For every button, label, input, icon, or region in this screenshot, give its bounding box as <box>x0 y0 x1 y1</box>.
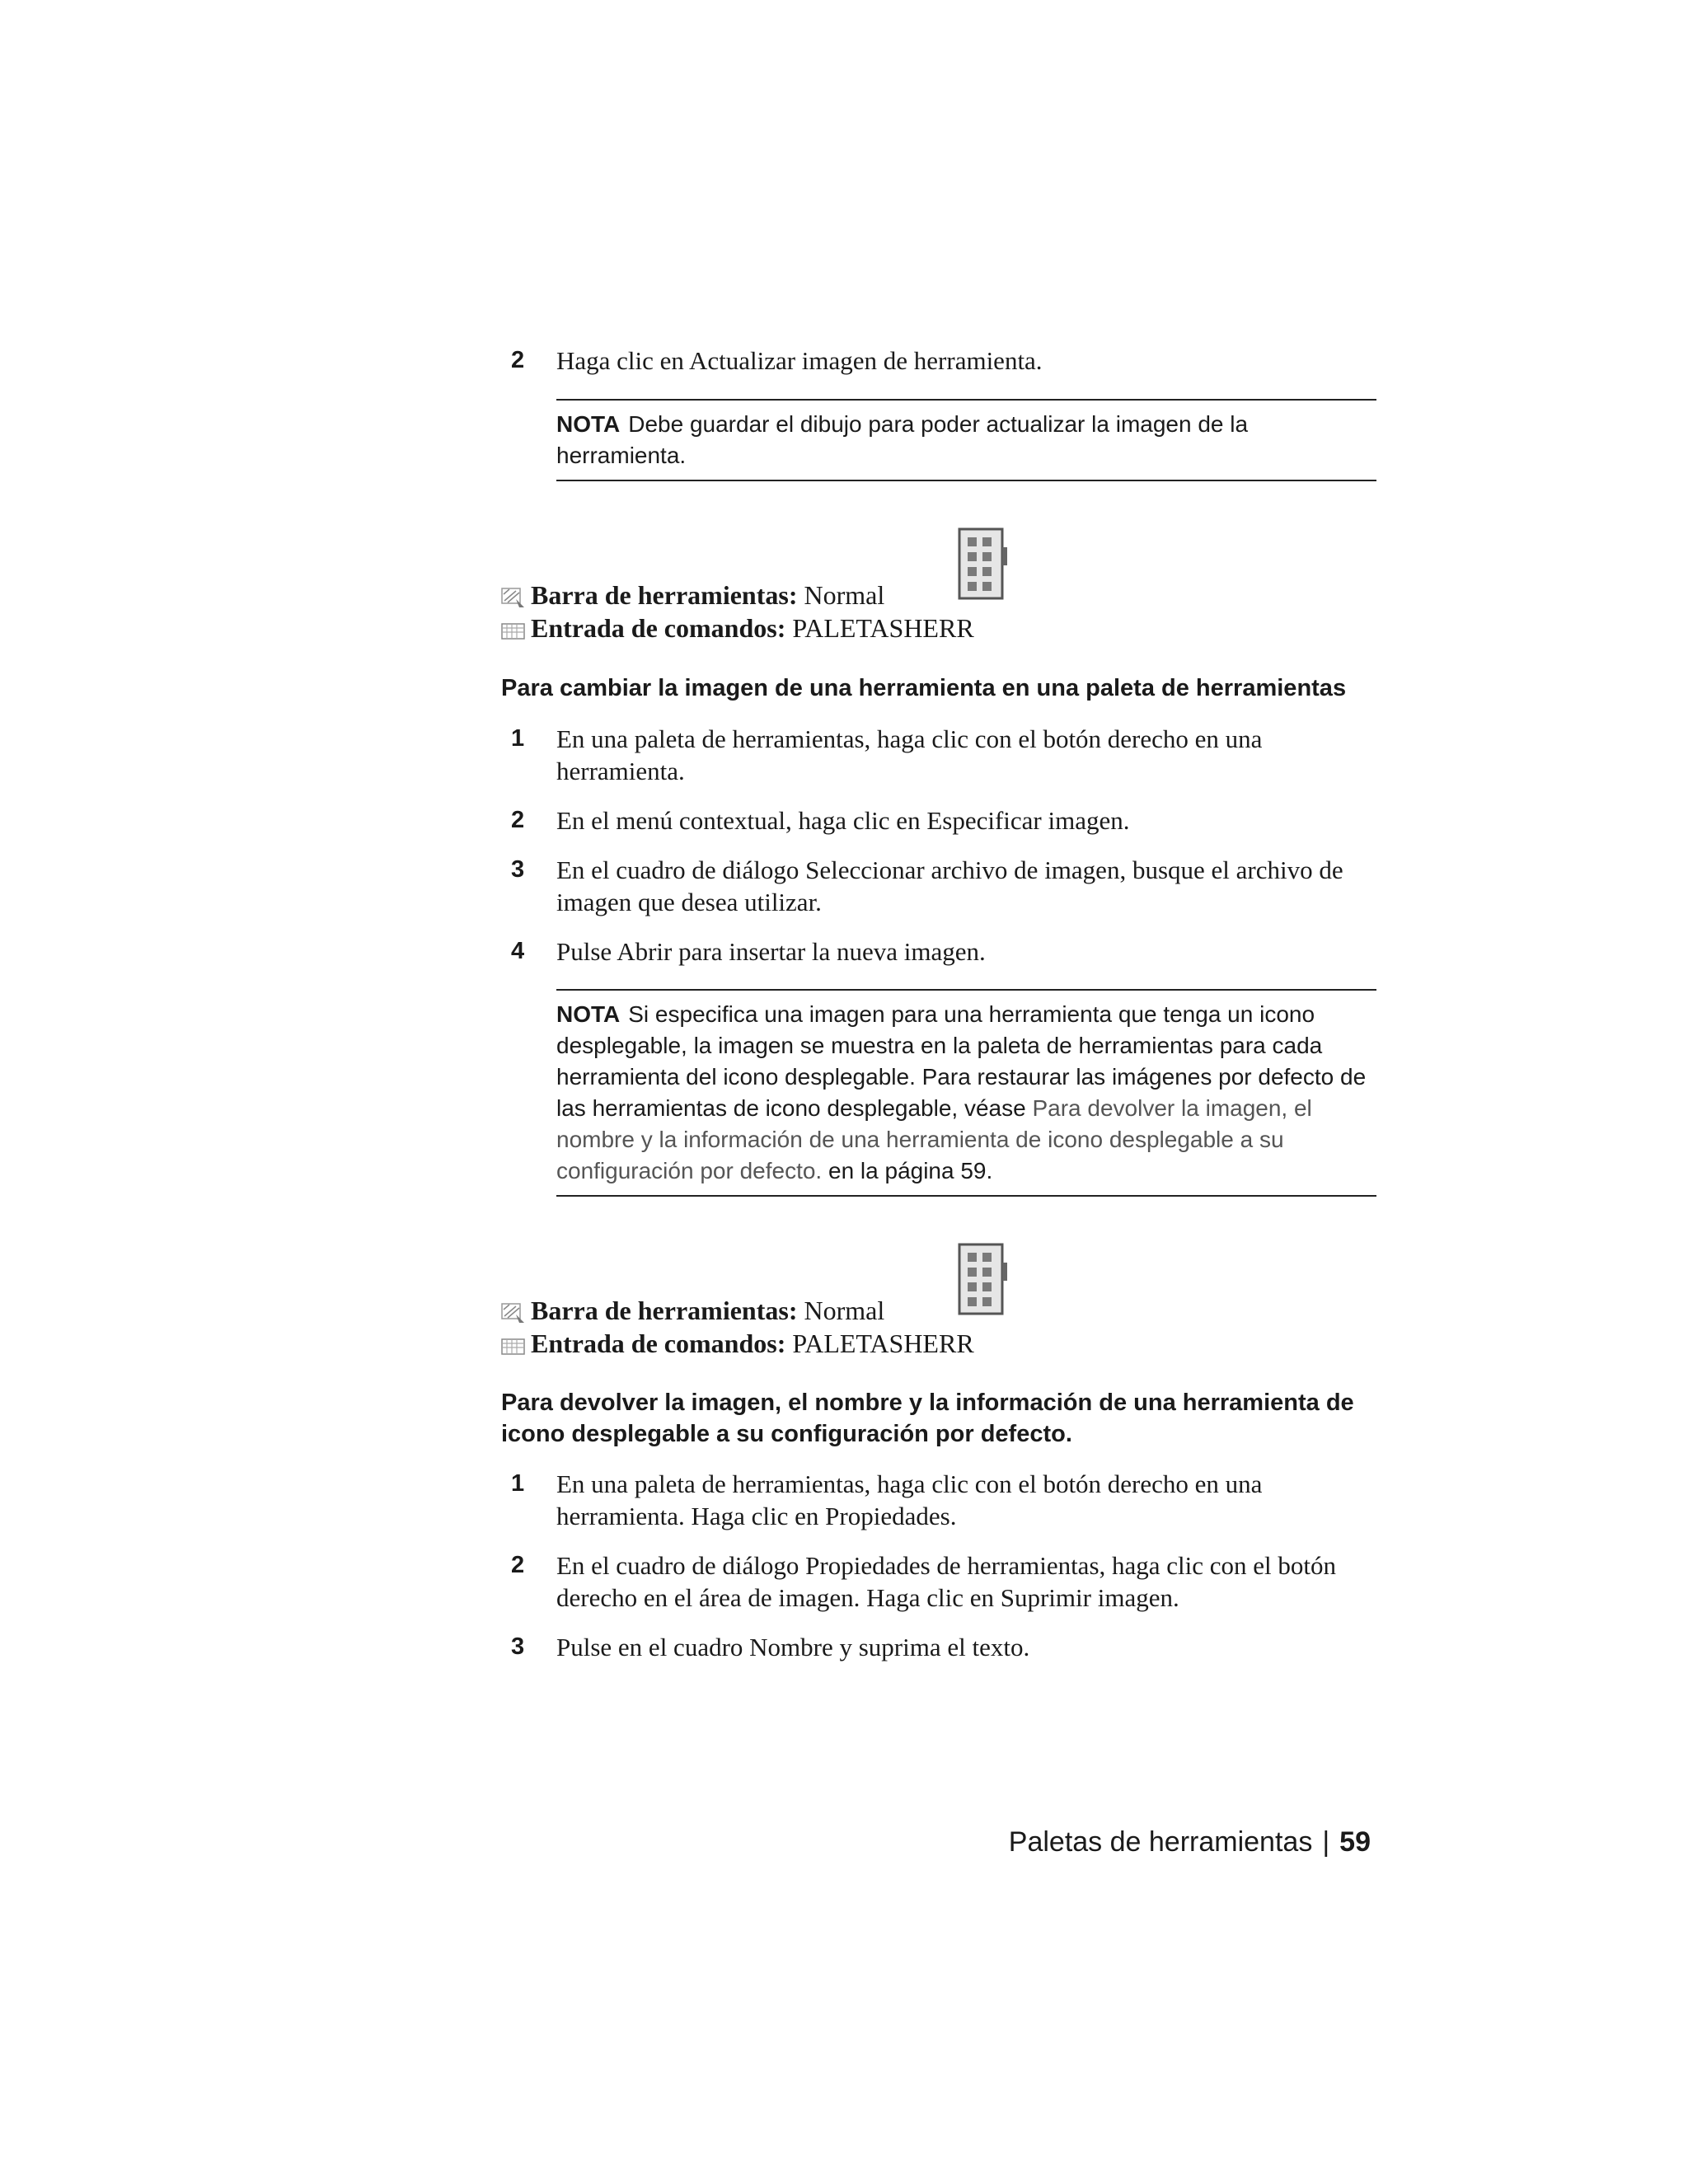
command-value: PALETASHERR <box>792 1329 974 1358</box>
step-text: En el cuadro de diálogo Seleccionar archivo de imagen, busque el archivo de imagen que desea utilizar. <box>556 855 1343 916</box>
toolbar-icon <box>501 1303 526 1324</box>
footer-section-title: Paletas de herramientas <box>1008 1826 1313 1858</box>
step-number: 2 <box>511 347 525 373</box>
keyboard-icon <box>501 1336 526 1357</box>
step-text: Haga clic en Actualizar imagen de herramienta. <box>556 346 1043 375</box>
command-value: PALETASHERR <box>792 613 974 643</box>
step-text: Pulse en el cuadro Nombre y suprima el texto. <box>556 1633 1030 1661</box>
step-text: En el menú contextual, haga clic en Especificar imagen. <box>556 806 1130 835</box>
note-box <box>556 989 1376 1197</box>
step-number: 1 <box>511 1470 525 1497</box>
step-item <box>511 1631 1376 1663</box>
step-number: 2 <box>511 807 525 833</box>
step-item <box>511 935 1376 968</box>
toolbar-line <box>501 579 884 612</box>
step-text: Pulse Abrir para insertar la nueva imagen. <box>556 937 986 966</box>
toolbar-icon <box>501 588 526 609</box>
command-label: Entrada de comandos: <box>531 1329 786 1358</box>
page-number: 59 <box>1339 1826 1371 1858</box>
step-item <box>511 1549 1376 1614</box>
toolbar-value: Normal <box>804 1296 885 1325</box>
note-text: Si especifica una imagen para una herramienta que tenga un icono desplegable, la imagen se muestra en la paleta de herramientas para cada herramienta del icono desplegable. Para restaurar las imágenes por defecto de las herramientas de icono desplegable, véase <box>556 1001 1367 1121</box>
cross-reference-link[interactable]: Para devolver la imagen, el nombre y la información de una herramienta de icono desplegable a su configuración por defecto. <box>556 1095 1312 1183</box>
step-number: 2 <box>511 1552 525 1578</box>
tool-palette-icon <box>958 527 1009 602</box>
command-line <box>501 1327 974 1360</box>
note-box <box>556 399 1376 481</box>
command-line <box>501 612 974 644</box>
step-number: 3 <box>511 1633 525 1660</box>
note-text-after: en la página 59. <box>828 1158 993 1183</box>
step-item <box>511 344 1376 377</box>
section-heading: Para cambiar la imagen de una herramienta en una paleta de herramientas <box>501 675 1347 701</box>
step-item <box>511 723 1376 787</box>
step-number: 3 <box>511 856 525 883</box>
toolbar-label: Barra de herramientas: <box>531 580 798 610</box>
step-number: 1 <box>511 725 525 752</box>
note-text: Debe guardar el dibujo para poder actualizar la imagen de la herramienta. <box>556 411 1249 468</box>
toolbar-line <box>501 1294 884 1327</box>
page-footer <box>1009 1825 1371 1858</box>
command-label: Entrada de comandos: <box>531 613 786 643</box>
keyboard-icon <box>501 621 526 642</box>
toolbar-value: Normal <box>804 580 885 610</box>
toolbar-label: Barra de herramientas: <box>531 1296 798 1325</box>
note-label: NOTA <box>556 411 621 437</box>
note-label: NOTA <box>556 1001 621 1027</box>
step-item <box>511 854 1376 918</box>
step-text: En una paleta de herramientas, haga clic con el botón derecho en una herramienta. <box>556 724 1263 785</box>
step-item <box>511 1468 1376 1532</box>
footer-separator: | <box>1322 1826 1330 1858</box>
section-heading: Para devolver la imagen, el nombre y la información de una herramienta de icono desplegable a su configuración por defecto. <box>501 1390 1354 1447</box>
step-number: 4 <box>511 938 525 964</box>
step-item <box>511 804 1376 837</box>
tool-palette-icon <box>958 1243 1009 1317</box>
step-text: En una paleta de herramientas, haga clic con el botón derecho en una herramienta. Haga clic en Propiedades. <box>556 1469 1263 1530</box>
step-text: En el cuadro de diálogo Propiedades de herramientas, haga clic con el botón derecho en el área de imagen. Haga clic en Suprimir imagen. <box>556 1551 1337 1612</box>
